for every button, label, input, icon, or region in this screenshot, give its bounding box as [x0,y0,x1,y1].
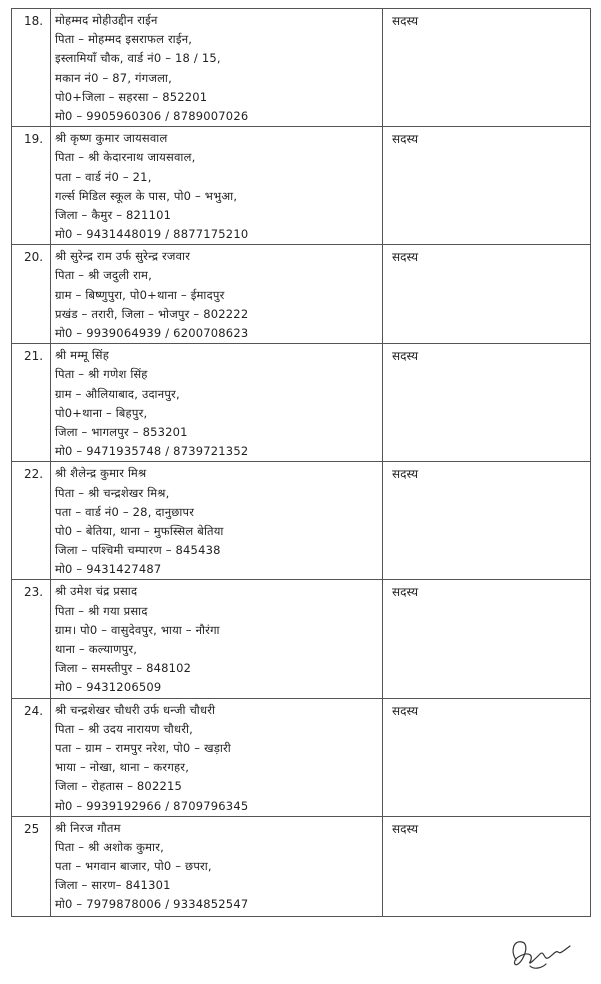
member-details [51,698,383,816]
serial-number: 24. [12,698,51,816]
detail-line: पिता – श्री अशोक कुमार, [55,839,164,854]
detail-line: जिला – कैमुर – 821101 [55,207,172,222]
detail-line: मो0 – 9939064939 / 6200708623 [55,326,249,340]
member-name: मोहम्मद मोहीउद्दीन राईन [55,13,158,27]
member-role: सदस्य [383,127,591,245]
detail-line: ग्राम – औलियाबाद, उदानपुर, [55,386,180,401]
detail-line: मो0 – 9471935748 / 8739721352 [55,444,249,459]
member-details [51,344,383,462]
member-name: श्री मम्मू सिंह [55,348,110,363]
serial-number: 20. [12,245,51,344]
serial-number: 23. [12,580,51,698]
detail-line: प्रखंड – तरारी, जिला – भोजपुर – 802222 [55,306,249,321]
detail-line: पिता – मोहम्मद इसराफल राईन, [55,32,193,47]
member-name: श्री निरज गौतम [55,820,121,835]
detail-line: गर्ल्स मिडिल स्कूल के पास, पो0 – भभुआ, [55,188,238,203]
detail-line: थाना – कल्याणपुर, [55,642,138,656]
member-details [51,462,383,580]
member-name: श्री उमेश चंद्र प्रसाद [55,584,138,599]
member-role: सदस्य [383,344,591,462]
members-table [11,8,591,917]
detail-line: जिला – सारण– 841301 [55,878,171,893]
detail-line: पता – भगवान बाजार, पो0 – छपरा, [55,859,212,874]
member-row [12,698,591,816]
serial-number: 22. [12,462,51,580]
detail-line: पता – वार्ड नं0 – 28, दानुछापर [55,504,195,519]
detail-line: जिला – भागलपुर – 853201 [55,424,188,439]
detail-line: पता – ग्राम – रामपुर नरेश, पो0 – खड़ारी [55,740,231,755]
detail-line: पिता – श्री गणेश सिंह [55,367,148,382]
member-name: श्री शैलेन्द्र कुमार मिश्र [55,466,147,481]
member-role: सदस्य [383,9,591,127]
detail-line: मो0 – 9431206509 [55,680,162,695]
detail-line: पो0 – बेतिया, थाना – मुफस्सिल बेतिया [55,523,224,538]
member-row [12,816,591,916]
detail-line: मो0 – 9431427487 [55,562,162,577]
detail-line: मकान नं0 – 87, गंगजला, [55,70,172,85]
members-table-body [12,9,591,917]
detail-line: मो0 – 9431448019 / 8877175210 [55,227,249,242]
member-row [12,344,591,462]
handwritten-signature [500,930,580,975]
member-row [12,127,591,245]
member-role: सदस्य [383,816,591,916]
detail-line: मो0 – 7979878006 / 9334852547 [55,897,249,912]
detail-line: ग्राम – बिष्णुपुरा, पो0+थाना – ईमादपुर [55,287,225,302]
member-details [51,245,383,344]
detail-line: मो0 – 9905960306 / 8789007026 [55,108,249,123]
member-role: सदस्य [383,698,591,816]
detail-line: पिता – श्री गया प्रसाद [55,603,148,618]
member-role: सदस्य [383,580,591,698]
detail-line: इस्लामियाँ चौक, वार्ड नं0 – 18 / 15, [55,51,221,66]
member-role: सदस्य [383,462,591,580]
member-row [12,462,591,580]
member-details [51,9,383,127]
detail-line: पो0+जिला – सहरसा – 852201 [55,89,208,104]
detail-line: जिला – पश्चिमी चम्पारण – 845438 [55,543,221,558]
serial-number: 19. [12,127,51,245]
detail-line: जिला – रोहतास – 802215 [55,779,183,794]
detail-line: पता – वार्ड नं0 – 21, [55,169,152,184]
member-details [51,816,383,916]
serial-number: 21. [12,344,51,462]
detail-line: पिता – श्री उदय नारायण चौधरी, [55,721,193,736]
member-row [12,580,591,698]
detail-line: ग्राम। पो0 – वासुदेवपुर, भाया – नौरंगा [55,622,220,637]
member-role: सदस्य [383,245,591,344]
member-row [12,9,591,127]
member-name: श्री सुरेन्द्र राम उर्फ सुरेन्द्र रजवार [55,249,191,264]
detail-line: पो0+थाना – बिहपुर, [55,405,148,420]
detail-line: पिता – श्री जदुली राम, [55,268,152,283]
serial-number: 18. [12,9,51,127]
detail-line: भाया – नोखा, थाना – करगहर, [55,760,190,775]
member-details [51,580,383,698]
detail-line: मो0 – 9939192966 / 8709796345 [55,798,249,813]
member-name: श्री कृष्ण कुमार जायसवाल [55,131,168,146]
detail-line: पिता – श्री केदारनाथ जायसवाल, [55,150,196,165]
serial-number: 25 [12,816,51,916]
detail-line: जिला – समस्तीपुर – 848102 [55,661,192,676]
member-details [51,127,383,245]
detail-line: पिता – श्री चन्द्रशेखर मिश्र, [55,485,170,500]
member-row [12,245,591,344]
member-name: श्री चन्द्रशेखर चौधरी उर्फ धन्जी चौधरी [55,702,216,717]
